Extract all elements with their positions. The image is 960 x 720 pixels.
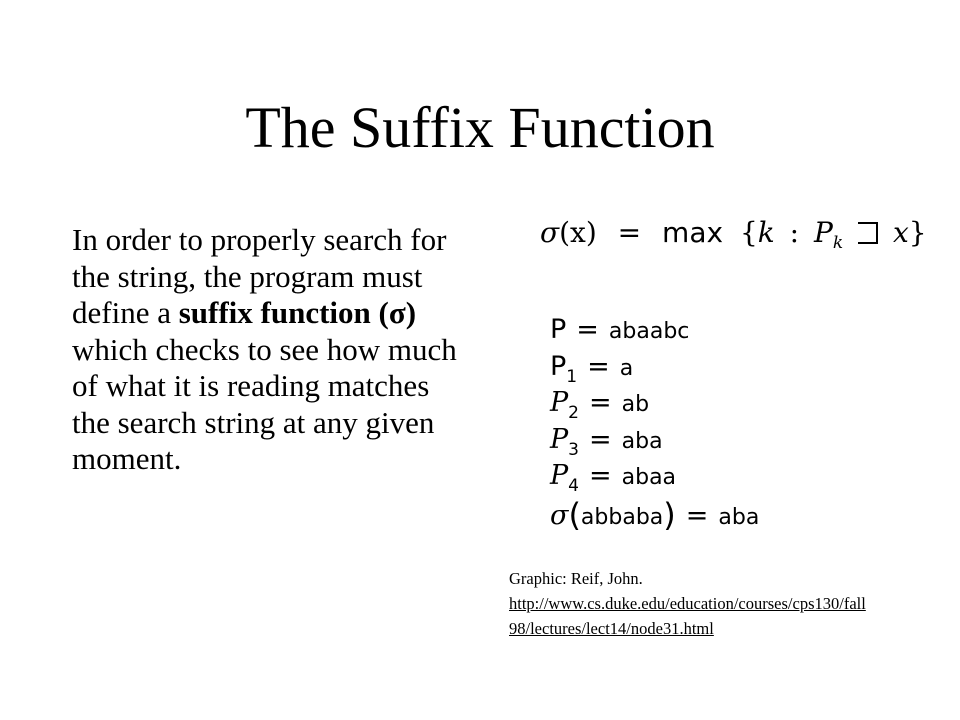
formula-var-p: P xyxy=(814,216,833,249)
formula-sigma: σ xyxy=(540,216,560,249)
credit-label: Graphic: Reif, John. xyxy=(509,569,643,588)
def-rhs: aba xyxy=(621,428,663,454)
def-arg: abbaba xyxy=(580,504,664,530)
def-sub: 4 xyxy=(568,476,579,496)
def-rhs: abaabc xyxy=(608,319,690,344)
def-rhs: ab xyxy=(621,392,650,417)
def-sub: 2 xyxy=(568,403,579,423)
credit-url-link[interactable]: http://www.cs.duke.edu/education/courses/cps130/fall98/lectures/lect14/node31.html xyxy=(509,594,866,638)
formula-arg: (x) xyxy=(559,216,597,249)
formula-var-x: x xyxy=(892,216,909,249)
formula-var-k: k xyxy=(757,216,775,249)
definition-row: $P_3$ = aba xyxy=(550,423,663,460)
body-text-part1: In order to properly search for the string, the program must define a xyxy=(72,222,447,330)
definition-row: $P_4$ = abaa xyxy=(550,460,677,496)
body-paragraph xyxy=(72,222,472,478)
suffix-relation-icon xyxy=(858,222,878,244)
def-rhs: abaa xyxy=(621,465,677,490)
def-rhs: a xyxy=(619,355,634,381)
formula-eq: = xyxy=(617,216,642,249)
formula-set-close: } xyxy=(908,216,927,249)
formula-sub-k: k xyxy=(832,233,844,253)
def-rhs: aba xyxy=(718,504,760,530)
def-lhs: P xyxy=(550,423,569,455)
body-text-bold: suffix function (σ) xyxy=(178,295,417,330)
pattern-definitions xyxy=(550,312,760,534)
graphic-credit xyxy=(509,566,869,641)
def-lhs: P xyxy=(550,350,567,382)
body-text-part2: which checks to see how much of what it is reading matches the search string at any given moment. xyxy=(72,331,457,476)
def-lhs: σ xyxy=(550,499,569,531)
formula-max: max xyxy=(662,216,724,249)
slide-title: The Suffix Function xyxy=(245,95,715,160)
def-sub: 3 xyxy=(568,439,579,460)
def-sub: 1 xyxy=(566,366,578,387)
definition-row: P = abaabc xyxy=(550,314,690,345)
def-lhs: P xyxy=(550,314,567,345)
formula-colon: : xyxy=(789,216,800,249)
suffix-function-formula xyxy=(540,208,927,262)
definition-row: $P_2$ = ab xyxy=(550,387,650,423)
def-lhs: P xyxy=(550,460,569,491)
definition-row: σ(abbaba) = aba xyxy=(550,495,760,534)
def-lhs: P xyxy=(550,387,569,418)
formula-set-open: { xyxy=(739,216,758,249)
definition-row: $P_1 = a$ xyxy=(550,350,634,387)
